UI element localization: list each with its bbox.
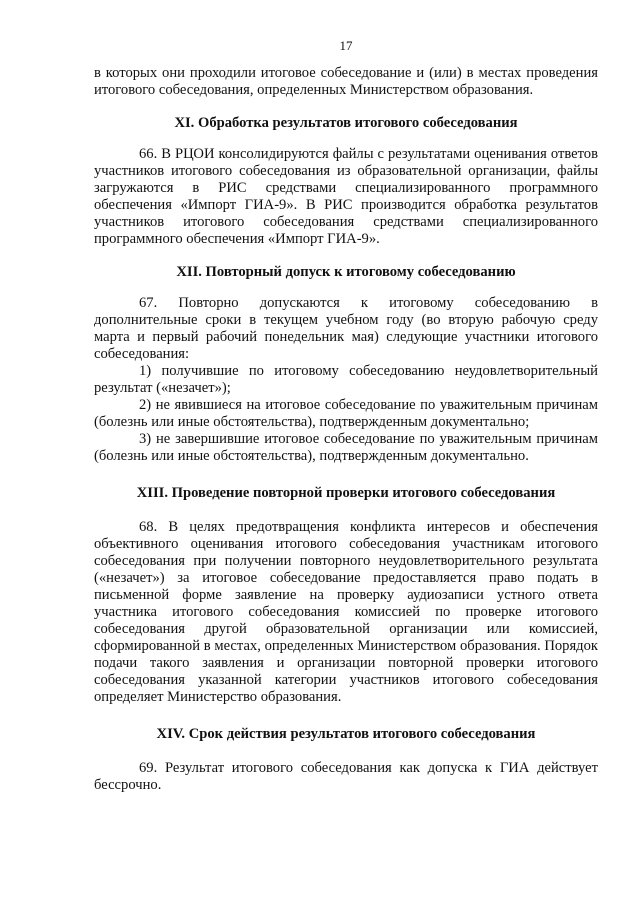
list-item-3: 3) не завершившие итоговое собеседование по уважительным причинам (болезнь или иные обстоятельства), подтвержденным документально. [94,431,598,464]
section-heading-xi: XI. Обработка результатов итогового собеседования [174,115,518,131]
section-heading-xii: XII. Повторный допуск к итоговому собеседованию [176,264,516,280]
list-item-1: 1) получившие по итоговому собеседованию неудовлетворительный результат («незачет»); [94,363,598,396]
page-number: 17 [339,38,353,53]
section-xii [94,264,598,465]
paragraph-66: 66. В РЦОИ консолидируются файлы с результатами оценивания ответов участников итогового собеседования из образовательной организации, файлы загружаются в РИС средствами специализированного программного обеспечения «Импорт ГИА-9». В РИС производится обработка результатов участников итогового собеседования средствами специализированного программного обеспечения «Импорт ГИА-9». [94,146,598,247]
paragraph-67: 67. Повторно допускаются к итоговому собеседованию в дополнительные сроки в текущем учебном году (во вторую рабочую среду марта и первый рабочий понедельник мая) следующие участники итогового собеседования: [94,295,598,362]
paragraph-68: 68. В целях предотвращения конфликта интересов и обеспечения объективного оценивания итогового собеседования участникам итогового собеседования при получении повторного неудовлетворительного результата («незачет») за итоговое собеседование предоставляется право подать в письменной форме заявление на проверку аудиозаписи устного ответа участника итогового собеседования комиссией по проверке итогового собеседования другой образовательной организации или комиссией, сформированной в местах, определенных Министерством образования. Порядок подачи такого заявления и организации повторной проверки итогового собеседования указанной категории участников итогового собеседования определяет Министерство образования. [94,519,598,705]
section-heading-xiii: XIII. Проведение повторной проверки итогового собеседования [136,485,556,501]
item-list [94,363,598,465]
document-page [94,38,598,794]
section-xiv [94,726,598,794]
section-heading-xiv: XIV. Срок действия результатов итогового собеседования [156,726,536,742]
section-xi [94,115,598,248]
continuation-paragraph: в которых они проходили итоговое собеседование и (или) в местах проведения итогового собеседования, определенных Министерством образования. [94,65,598,98]
paragraph-69: 69. Результат итогового собеседования как допуска к ГИА действует бессрочно. [94,760,598,793]
section-xiii [94,485,598,706]
list-item-2: 2) не явившиеся на итоговое собеседование по уважительным причинам (болезнь или иные обстоятельства), подтвержденным документально; [94,397,598,430]
